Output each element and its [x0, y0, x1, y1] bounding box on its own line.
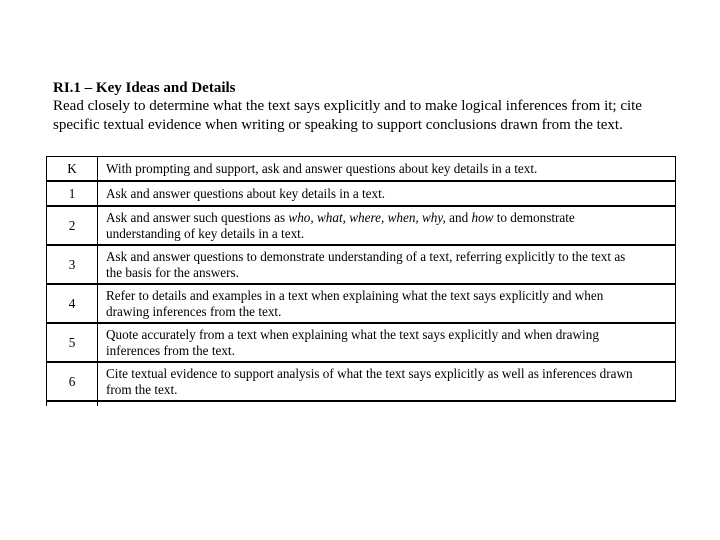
question-word-who: who, [288, 209, 314, 225]
standard-line: Ask and answer questions about key details in a text. [106, 185, 386, 201]
standard-line: Cite textual evidence to support analysis of what the text says explicitly as well as inferences drawn [106, 365, 633, 381]
question-word-what: what, [316, 209, 346, 225]
standard-line-prefix: Ask and answer such questions as [106, 209, 289, 225]
standard-line: drawing inferences from the text. [106, 303, 282, 319]
standard-line: Ask and answer questions to demonstrate understanding of a text, referring explicitly to the text as [106, 248, 626, 264]
table-row-grade-k [46, 156, 676, 181]
grade-standards-table [46, 156, 676, 406]
grade-label: 4 [46, 284, 98, 323]
standard-line: from the text. [106, 381, 178, 397]
grade-standard-text [98, 284, 676, 323]
grade-standard-text [98, 156, 676, 181]
grade-label: 6 [46, 362, 98, 401]
grade-label: 3 [46, 245, 98, 284]
conjunction-and: and [449, 209, 469, 225]
standard-line [106, 210, 667, 226]
grade-label: K [46, 156, 98, 181]
table-row-grade-5 [46, 323, 676, 362]
standard-heading: RI.1 – Key Ideas and Details [53, 80, 236, 96]
grade-label: 5 [46, 323, 98, 362]
grade-label: 1 [46, 181, 98, 206]
grade-standard-text [98, 181, 676, 206]
table-row-grade-3 [46, 245, 676, 284]
standard-line-suffix: to demonstrate [493, 209, 575, 225]
question-word-why: why, [422, 209, 446, 225]
standard-line: Refer to details and examples in a text when explaining what the text says explicitly and when [106, 287, 604, 303]
table-trailing-cell [46, 401, 98, 406]
description-line: Read closely to determine what the text says explicitly and to make logical inferences from it; cite [53, 98, 642, 114]
question-word-how: how [471, 209, 494, 225]
grade-label: 2 [46, 206, 98, 245]
grade-standard-text [98, 362, 676, 401]
table-row-grade-1 [46, 181, 676, 206]
table-trailing-row [46, 401, 676, 406]
standard-description [53, 97, 693, 135]
standard-line: the basis for the answers. [106, 264, 239, 280]
table-trailing-cell [98, 401, 676, 406]
grade-standard-text [98, 323, 676, 362]
table-row-grade-2 [46, 206, 676, 245]
standard-line: Quote accurately from a text when explaining what the text says explicitly and when drawing [106, 326, 599, 342]
question-word-where: where, [349, 209, 385, 225]
table-row-grade-6 [46, 362, 676, 401]
question-word-when: when, [387, 209, 419, 225]
table-row-grade-4 [46, 284, 676, 323]
description-line: specific textual evidence when writing or speaking to support conclusions drawn from the text. [53, 117, 623, 133]
grade-standard-text [98, 206, 676, 245]
standard-line: inferences from the text. [106, 342, 235, 358]
standard-line: understanding of key details in a text. [106, 225, 305, 241]
grade-standard-text [98, 245, 676, 284]
standard-line: With prompting and support, ask and answer questions about key details in a text. [106, 160, 538, 176]
